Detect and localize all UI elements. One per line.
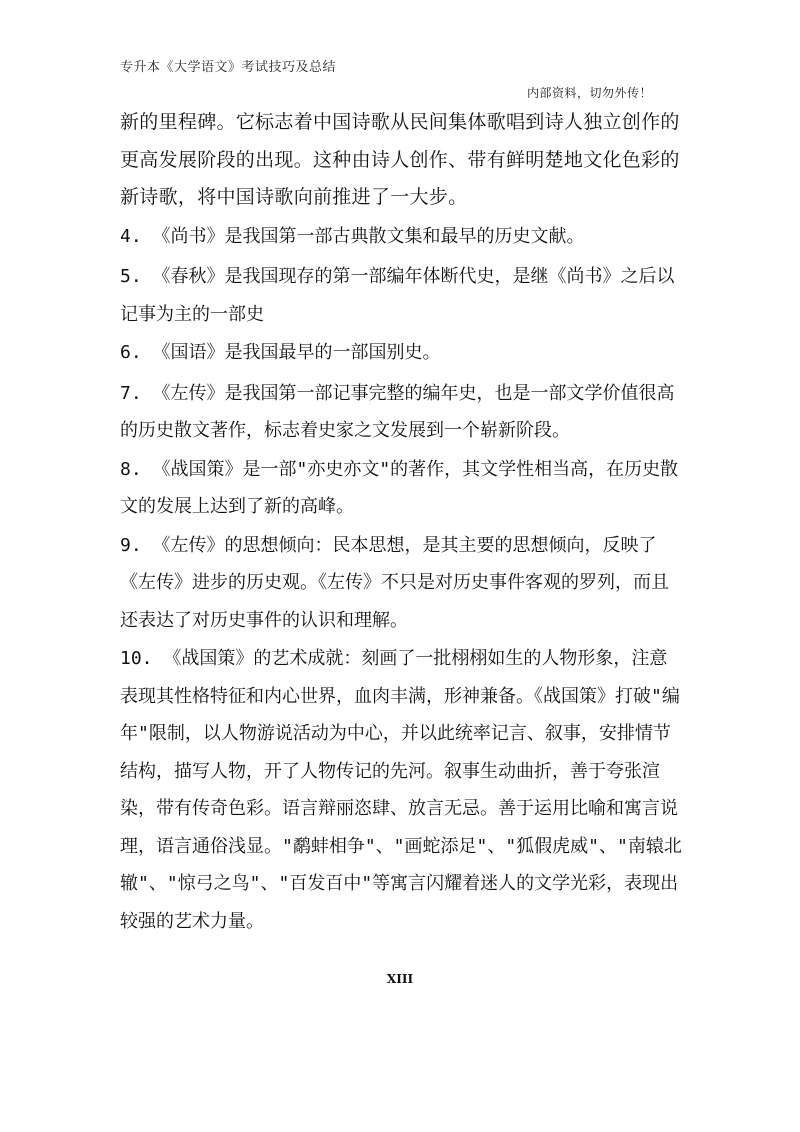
paragraph-item-5: 5. 《春秋》是我国现存的第一部编年体断代史，是继《尚书》之后以记事为主的一部史: [120, 266, 675, 325]
page-number: XIII: [386, 972, 414, 986]
document-body: [120, 104, 685, 941]
confidential-note: 内部资料，切勿外传！: [527, 86, 653, 100]
header-title: 专升本《大学语文》考试技巧及总结: [120, 60, 337, 75]
paragraph-item-6: 6. 《国语》是我国最早的一部国别史。: [120, 342, 441, 363]
paragraph-item-7: 7. 《左传》是我国第一部记事完整的编年史，也是一部文学价值很高的历史散文著作，标志着史家之文发展到一个崭新阶段。: [120, 382, 675, 441]
paragraph-item-8: 8. 《战国策》是一部"亦史亦文"的著作，其文学性相当高，在历史散文的发展上达到了新的高峰。: [120, 458, 679, 517]
paragraph-continuation: 新的里程碑。它标志着中国诗歌从民间集体歌唱到诗人独立创作的更高发展阶段的出现。这种由诗人创作、带有鲜明楚地文化色彩的新诗歌，将中国诗歌向前推进了一大步。: [120, 111, 680, 208]
paragraph-item-9: 9. 《左传》的思想倾向：民本思想，是其主要的思想倾向，反映了《左传》进步的历史观。《左传》不只是对历史事件客观的罗列，而且还表达了对历史事件的认识和理解。: [120, 534, 669, 631]
paragraph-item-10: 10. 《战国策》的艺术成就：刻画了一批栩栩如生的人物形象，注意表现其性格特征和内心世界，血肉丰满，形神兼备。《战国策》打破"编年"限制，以人物游说活动为中心，并以此统率记言、叙事，安排情节结构，描写人物，开了人物传记的先河。叙事生动曲折，善于夸张渲染，带有传奇色彩。语言辩丽恣肆、放言无忌。善于运用比喻和寓言说理，语言通俗浅显。"鹬蚌相争"、"画蛇添足"、"狐假虎威"、"南辕北辙"、"惊弓之鸟"、"百发百中"等寓言闪耀着迷人的文学光彩，表现出较强的艺术力量。: [120, 648, 682, 932]
paragraph-item-4: 4. 《尚书》是我国第一部古典散文集和最早的历史文献。: [120, 225, 585, 247]
